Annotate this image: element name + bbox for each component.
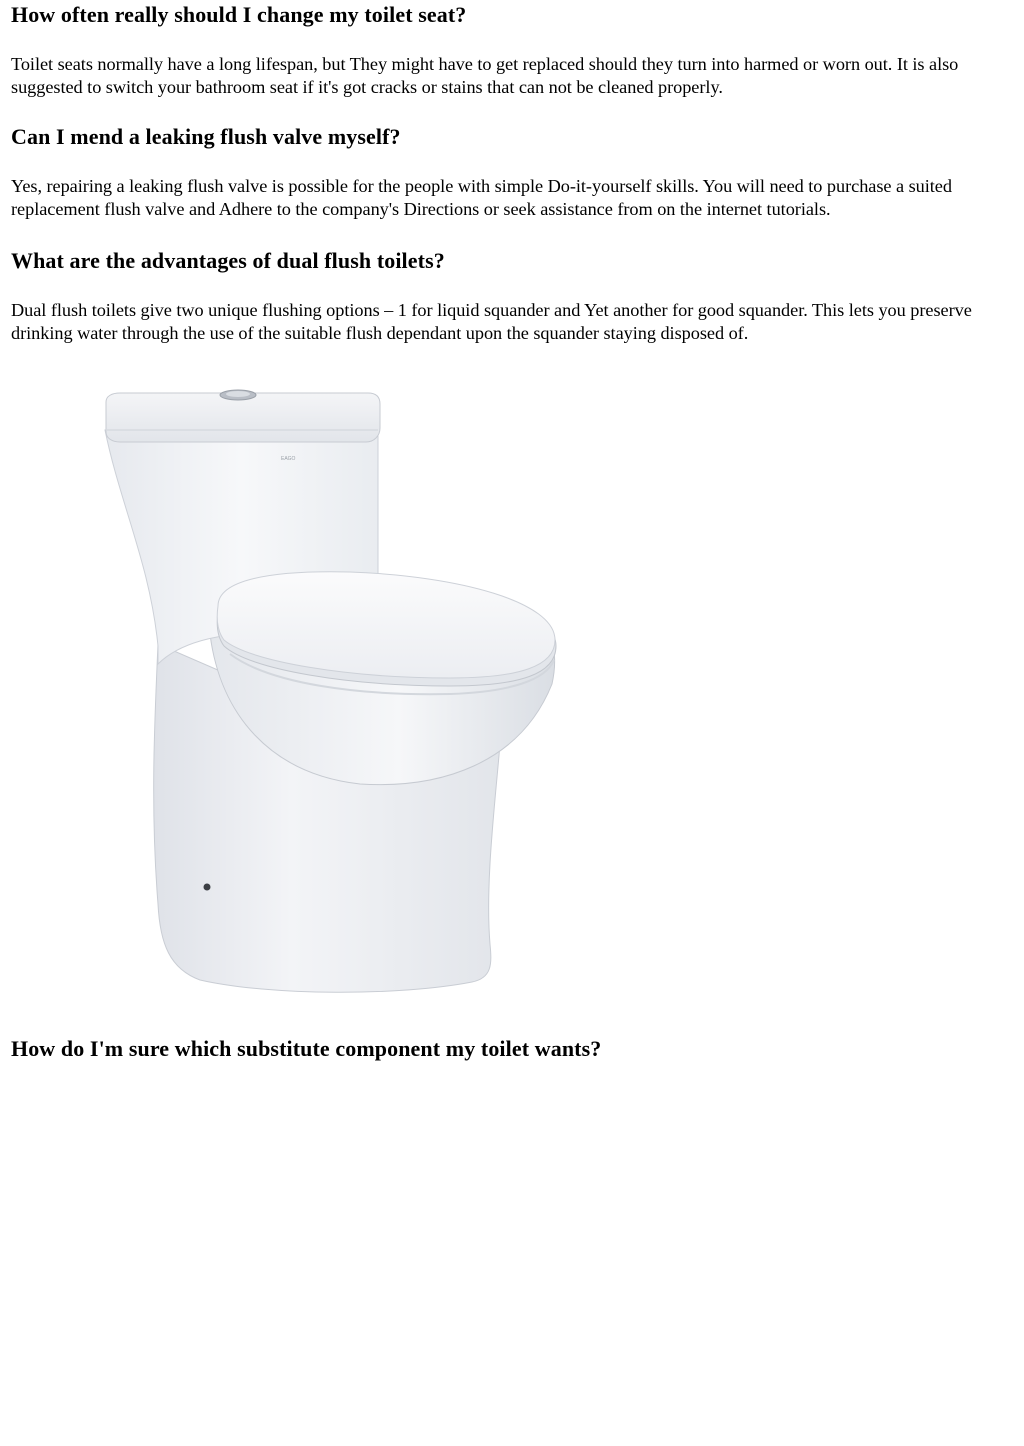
faq-question-flush-valve: Can I mend a leaking flush valve myself? [11, 124, 401, 149]
toilet-image [100, 384, 570, 996]
faq-answer-seat: Toilet seats normally have a long lifespan, but They might have to get replaced should they turn into harmed or worn out. It is also suggested to switch your bathroom seat if it's got cracks or stains that can not be cleaned properly. [11, 54, 959, 97]
faq-question-replacement-part: How do I'm sure which substitute component my toilet wants? [11, 1036, 602, 1061]
faq-question-seat: How often really should I change my toilet seat? [11, 2, 467, 27]
faq-answer-flush-valve: Yes, repairing a leaking flush valve is possible for the people with simple Do-it-yourself skills. You will need to purchase a suited replacement flush valve and Adhere to the company's Directions or seek assistance from on the internet tutorials. [11, 176, 952, 219]
faq-answer-dual-flush: Dual flush toilets give two unique flushing options – 1 for liquid squander and Yet another for good squander. This lets you preserve drinking water through the use of the suitable flush dependant upon the squander staying disposed of. [11, 300, 972, 343]
brand-mark: EAGO [281, 456, 296, 462]
faq-question-dual-flush: What are the advantages of dual flush toilets? [11, 248, 445, 273]
